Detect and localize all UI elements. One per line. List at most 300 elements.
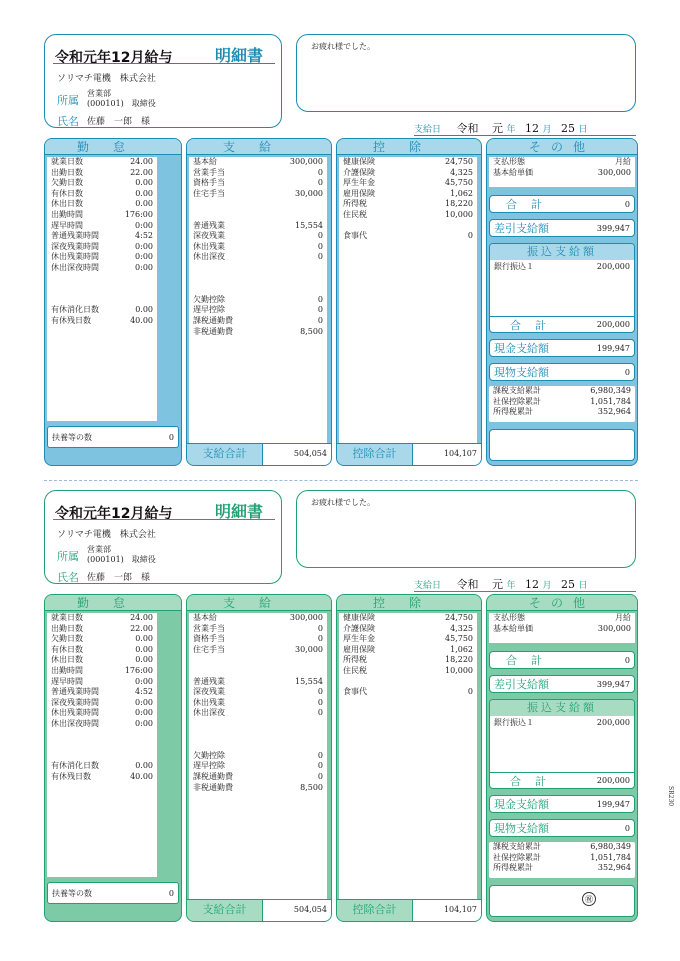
item-value: 4,325 [450, 167, 473, 177]
deduction-total-value: 104,107 [413, 444, 481, 465]
other-sum-value: 0 [624, 199, 630, 209]
item-label: 所得税累計 [493, 863, 533, 873]
item-label: 有休消化日数 [51, 305, 99, 315]
list-item [189, 783, 327, 794]
title-box [44, 34, 282, 128]
item-label: 深夜残業時間 [51, 241, 99, 251]
list-item [47, 634, 157, 645]
item-label: 厚生年金 [343, 634, 375, 644]
dependents-box [47, 882, 179, 904]
message-text: お疲れ様でした。 [311, 498, 375, 507]
list-item [47, 295, 157, 306]
transfer-box [489, 699, 635, 789]
message-box [296, 490, 636, 568]
item-value: 0:00 [135, 697, 153, 707]
dependents-label: 扶養等の数 [52, 888, 92, 898]
message-box [296, 34, 636, 112]
list-item [47, 316, 157, 327]
item-label: 就業日数 [51, 157, 83, 166]
list-item [489, 842, 635, 853]
deduction-total [337, 899, 481, 921]
cut-line [44, 480, 638, 481]
item-value: 0 [317, 687, 323, 697]
tax-mark-icon: ㊗ [582, 892, 596, 906]
item-label: 基本給単価 [493, 167, 533, 177]
message-text: お疲れ様でした。 [311, 42, 375, 51]
item-label: 出勤日数 [51, 167, 83, 177]
list-item [189, 210, 327, 221]
item-label: 遅早控除 [193, 305, 225, 315]
list-item [189, 284, 327, 295]
list-item [339, 221, 477, 232]
item-label: 出勤時間 [51, 665, 83, 675]
item-label: 普通残業 [193, 676, 225, 686]
payment-panel [186, 138, 332, 466]
item-label: 非税通勤費 [193, 782, 233, 792]
deduction-header: 控除 [337, 139, 481, 155]
item-label: 出勤日数 [51, 623, 83, 633]
item-label: 食事代 [343, 687, 367, 697]
item-value: 0 [467, 231, 473, 241]
list-item [47, 263, 157, 274]
list-item [47, 305, 157, 316]
item-label: 深夜残業 [193, 231, 225, 241]
item-label: 雇用保険 [343, 188, 375, 198]
payday-month-unit: 月 [542, 125, 552, 135]
list-item [189, 242, 327, 253]
item-label: 欠勤日数 [51, 178, 83, 188]
item-label: 就業日数 [51, 613, 83, 622]
item-label: 所得税累計 [493, 407, 533, 417]
item-value: 0:00 [135, 708, 153, 718]
list-item [339, 655, 477, 666]
title-underline [53, 63, 275, 64]
dept-label: 所属 [57, 550, 79, 563]
item-label: 資格手当 [193, 634, 225, 644]
list-item [47, 730, 157, 741]
deduction-panel [336, 138, 482, 466]
other-panel [486, 594, 638, 922]
payment-total [187, 899, 331, 921]
slip-title: 令和元年12月給与 [55, 50, 173, 66]
list-item [339, 210, 477, 221]
item-value: 0 [317, 252, 323, 262]
item-label: 有休残日数 [51, 771, 91, 781]
item-value: 40.00 [130, 315, 153, 325]
item-label: 健康保険 [343, 157, 375, 166]
list-item [189, 655, 327, 666]
item-value: 10,000 [445, 665, 473, 675]
list-item [189, 698, 327, 709]
list-item [339, 634, 477, 645]
item-value: 0.00 [135, 655, 153, 665]
deduction-total-label: 控除合計 [337, 900, 413, 921]
item-label: 休出日数 [51, 655, 83, 665]
list-item [47, 761, 157, 772]
item-label: 支払形態 [493, 157, 525, 166]
payslip-lower [44, 490, 638, 922]
dept-position: (000101) 取締役 [87, 99, 156, 108]
dependents-value: 0 [168, 432, 174, 442]
item-label: 休出深夜 [193, 708, 225, 718]
item-value: 300,000 [597, 167, 631, 177]
cumulative-list [489, 386, 635, 422]
payslip-upper [44, 34, 638, 466]
item-value: 1,062 [450, 188, 473, 198]
payment-header: 支給 [187, 595, 331, 611]
list-item [339, 199, 477, 210]
payday-year-unit: 年 [506, 581, 516, 591]
list-item [189, 645, 327, 656]
list-item [47, 666, 157, 677]
payday-day: 25 [561, 122, 576, 135]
list-item [339, 687, 477, 698]
net-pay-label: 差引支給額 [494, 222, 549, 235]
item-label: 厚生年金 [343, 178, 375, 188]
other-sum-box [489, 195, 635, 213]
list-item [339, 178, 477, 189]
item-value: 0 [317, 315, 323, 325]
kind-pay-label: 現物支給額 [494, 366, 549, 379]
list-item [47, 708, 157, 719]
item-label: 住民税 [343, 665, 367, 675]
item-value: 0 [317, 708, 323, 718]
attendance-header: 勤怠 [45, 595, 181, 611]
payday-label: 支給日 [414, 581, 442, 591]
item-label: 所得税 [343, 199, 367, 209]
list-item [189, 189, 327, 200]
list-item [189, 719, 327, 730]
list-item [47, 677, 157, 688]
payday-day-unit: 日 [578, 125, 588, 135]
list-item [489, 397, 635, 408]
item-value: 18,220 [445, 655, 473, 665]
list-item [47, 168, 157, 179]
transfer-box [489, 243, 635, 333]
item-value: 22.00 [130, 167, 153, 177]
list-item [189, 252, 327, 263]
item-value: 22.00 [130, 623, 153, 633]
list-item [47, 740, 157, 751]
list-item [47, 210, 157, 221]
item-value: 0.00 [135, 199, 153, 209]
item-value: 352,964 [597, 863, 631, 873]
attendance-list [47, 157, 157, 421]
kind-pay-value: 0 [624, 823, 630, 833]
deduction-total [337, 443, 481, 465]
item-value: 24.00 [130, 157, 153, 166]
list-item [47, 751, 157, 762]
item-value: 0 [317, 167, 323, 177]
item-value: 30,000 [295, 644, 323, 654]
title-box [44, 490, 282, 584]
payment-total-label: 支給合計 [187, 444, 263, 465]
item-value: 0.00 [135, 761, 153, 771]
item-value: 0:00 [135, 676, 153, 686]
item-label: 雇用保険 [343, 644, 375, 654]
item-value: 0 [317, 750, 323, 760]
item-label: 住宅手当 [193, 188, 225, 198]
list-item [189, 751, 327, 762]
item-label: 休出日数 [51, 199, 83, 209]
list-item [489, 386, 635, 397]
item-label: 欠勤日数 [51, 634, 83, 644]
item-value: 200,000 [596, 262, 630, 271]
item-label: 課税支給累計 [493, 842, 541, 851]
list-item [189, 708, 327, 719]
item-label: 営業手当 [193, 167, 225, 177]
list-item [189, 199, 327, 210]
cash-pay-box [489, 795, 635, 813]
dependents-box [47, 426, 179, 448]
item-value: 6,980,349 [590, 386, 631, 395]
item-value: 0 [317, 294, 323, 304]
payday-year: 元 [492, 122, 504, 135]
list-item [489, 168, 635, 179]
item-label: 休出深夜時間 [51, 718, 99, 728]
item-value: 0 [317, 761, 323, 771]
item-label: 健康保険 [343, 613, 375, 622]
list-item [489, 624, 635, 635]
deduction-list [339, 157, 477, 443]
item-label: 営業手当 [193, 623, 225, 633]
dependents-value: 0 [168, 888, 174, 898]
slip-subtitle: 明細書 [215, 502, 264, 521]
transfer-sum-label: 合計 [510, 774, 560, 788]
list-item [47, 242, 157, 253]
transfer-list [490, 260, 634, 273]
item-label: 基本給単価 [493, 623, 533, 633]
item-label: 介護保険 [343, 623, 375, 633]
list-item [47, 698, 157, 709]
list-item [490, 262, 634, 273]
item-value: 4:52 [135, 231, 153, 241]
payment-total-label: 支給合計 [187, 900, 263, 921]
transfer-sum-value: 200,000 [596, 320, 630, 329]
item-value: 15,554 [295, 676, 323, 686]
name-label: 氏名 [57, 115, 79, 128]
list-item [339, 189, 477, 200]
dept-position: (000101) 取締役 [87, 555, 156, 564]
deduction-total-label: 控除合計 [337, 444, 413, 465]
kind-pay-box [489, 819, 635, 837]
list-item [189, 624, 327, 635]
cash-pay-box [489, 339, 635, 357]
payday-month: 12 [525, 122, 540, 135]
payday-label: 支給日 [414, 125, 442, 135]
item-label: 普通残業時間 [51, 687, 99, 697]
form-code: SR230 [667, 786, 674, 807]
list-item [339, 613, 477, 624]
item-label: 社保控除累計 [493, 852, 541, 862]
payment-panel [186, 594, 332, 922]
attendance-panel [44, 594, 182, 922]
list-item [339, 677, 477, 688]
list-item [47, 772, 157, 783]
item-value: 8,500 [300, 326, 323, 336]
item-value: 0:00 [135, 241, 153, 251]
list-item [489, 613, 635, 624]
list-item [339, 645, 477, 656]
slip-subtitle: 明細書 [215, 46, 264, 65]
item-value: 0 [467, 687, 473, 697]
cash-pay-value: 199,947 [596, 799, 630, 809]
payday-day: 25 [561, 578, 576, 591]
item-label: 深夜残業 [193, 687, 225, 697]
other-sum-label: 合計 [506, 198, 556, 211]
item-label: 課税通勤費 [193, 771, 233, 781]
item-value: 24,750 [445, 613, 473, 622]
transfer-header: 振込支給額 [490, 700, 634, 716]
item-value: 4:52 [135, 687, 153, 697]
list-item [189, 316, 327, 327]
cash-pay-label: 現金支給額 [494, 342, 549, 355]
item-value: 0 [317, 771, 323, 781]
item-label: 休出残業時間 [51, 708, 99, 718]
list-item [47, 719, 157, 730]
list-item [189, 221, 327, 232]
item-value: 15,554 [295, 220, 323, 230]
kind-pay-value: 0 [624, 367, 630, 377]
item-label: 休出深夜 [193, 252, 225, 262]
item-value: 0:00 [135, 262, 153, 272]
list-item [189, 305, 327, 316]
item-value: 24.00 [130, 613, 153, 622]
transfer-sum [490, 316, 634, 332]
list-item [189, 157, 327, 168]
list-item [339, 666, 477, 677]
item-label: 普通残業時間 [51, 231, 99, 241]
list-item [189, 178, 327, 189]
list-item [47, 231, 157, 242]
payday-month: 12 [525, 578, 540, 591]
list-item [189, 274, 327, 285]
item-label: 休出深夜時間 [51, 262, 99, 272]
cumulative-list [489, 842, 635, 878]
item-value: 1,051,784 [590, 852, 631, 862]
attendance-list [47, 613, 157, 877]
other-panel [486, 138, 638, 466]
item-label: 有休消化日数 [51, 761, 99, 771]
item-label: 休出残業 [193, 697, 225, 707]
item-label: 課税通勤費 [193, 315, 233, 325]
item-label: 介護保険 [343, 167, 375, 177]
item-value: 45,750 [445, 178, 473, 188]
blank-box [489, 429, 635, 461]
payment-total [187, 443, 331, 465]
payday-year: 元 [492, 578, 504, 591]
list-item [47, 274, 157, 285]
kind-pay-label: 現物支給額 [494, 822, 549, 835]
deduction-list [339, 613, 477, 899]
item-value: 45,750 [445, 634, 473, 644]
item-value: 0:00 [135, 252, 153, 262]
item-value: 6,980,349 [590, 842, 631, 851]
list-item [47, 645, 157, 656]
list-item [47, 624, 157, 635]
list-item [339, 168, 477, 179]
item-label: 有休日数 [51, 188, 83, 198]
list-item [47, 252, 157, 263]
cash-pay-value: 199,947 [596, 343, 630, 353]
item-label: 基本給 [193, 613, 217, 622]
item-value: 18,220 [445, 199, 473, 209]
payday-day-unit: 日 [578, 581, 588, 591]
other-list [489, 613, 635, 643]
dept-info [87, 89, 156, 109]
list-item [47, 189, 157, 200]
list-item [189, 772, 327, 783]
item-label: 基本給 [193, 157, 217, 166]
payday [414, 120, 636, 136]
item-label: 非税通勤費 [193, 326, 233, 336]
name-label: 氏名 [57, 571, 79, 584]
item-value: 352,964 [597, 407, 631, 417]
dept-label: 所属 [57, 94, 79, 107]
list-item [489, 407, 635, 418]
payment-total-value: 504,054 [263, 444, 331, 465]
slip-title: 令和元年12月給与 [55, 506, 173, 522]
list-item [47, 157, 157, 168]
item-value: 24,750 [445, 157, 473, 166]
list-item [189, 740, 327, 751]
list-item [47, 687, 157, 698]
list-item [189, 613, 327, 624]
item-value: 月給 [615, 613, 631, 622]
list-item [189, 730, 327, 741]
item-label: 銀行振込１ [494, 718, 534, 727]
list-item [189, 231, 327, 242]
employee-name: 佐藤 一郎 様 [87, 117, 151, 127]
transfer-list [490, 716, 634, 729]
item-value: 4,325 [450, 623, 473, 633]
list-item [189, 634, 327, 645]
dept-name: 営業部 [87, 89, 111, 98]
list-item [489, 853, 635, 864]
list-item [189, 666, 327, 677]
net-pay-box [489, 675, 635, 693]
payment-list [189, 157, 327, 443]
item-value: 0.00 [135, 305, 153, 315]
attendance-header: 勤怠 [45, 139, 181, 155]
title-underline [53, 519, 275, 520]
item-value: 0.00 [135, 178, 153, 188]
list-item [47, 178, 157, 189]
list-item [189, 327, 327, 338]
item-value: 0 [317, 634, 323, 644]
item-label: 有休日数 [51, 644, 83, 654]
item-label: 深夜残業時間 [51, 697, 99, 707]
list-item [47, 284, 157, 295]
deduction-panel [336, 594, 482, 922]
item-label: 所得税 [343, 655, 367, 665]
item-value: 0 [317, 305, 323, 315]
item-label: 普通残業 [193, 220, 225, 230]
item-label: 資格手当 [193, 178, 225, 188]
list-item [47, 199, 157, 210]
payment-list [189, 613, 327, 899]
item-value: 300,000 [289, 157, 323, 166]
item-value: 8,500 [300, 782, 323, 792]
item-label: 住宅手当 [193, 644, 225, 654]
item-value: 300,000 [289, 613, 323, 622]
item-label: 欠勤控除 [193, 750, 225, 760]
list-item [489, 157, 635, 168]
transfer-sum [490, 772, 634, 788]
item-value: 30,000 [295, 188, 323, 198]
payday-month-unit: 月 [542, 581, 552, 591]
item-value: 0.00 [135, 644, 153, 654]
